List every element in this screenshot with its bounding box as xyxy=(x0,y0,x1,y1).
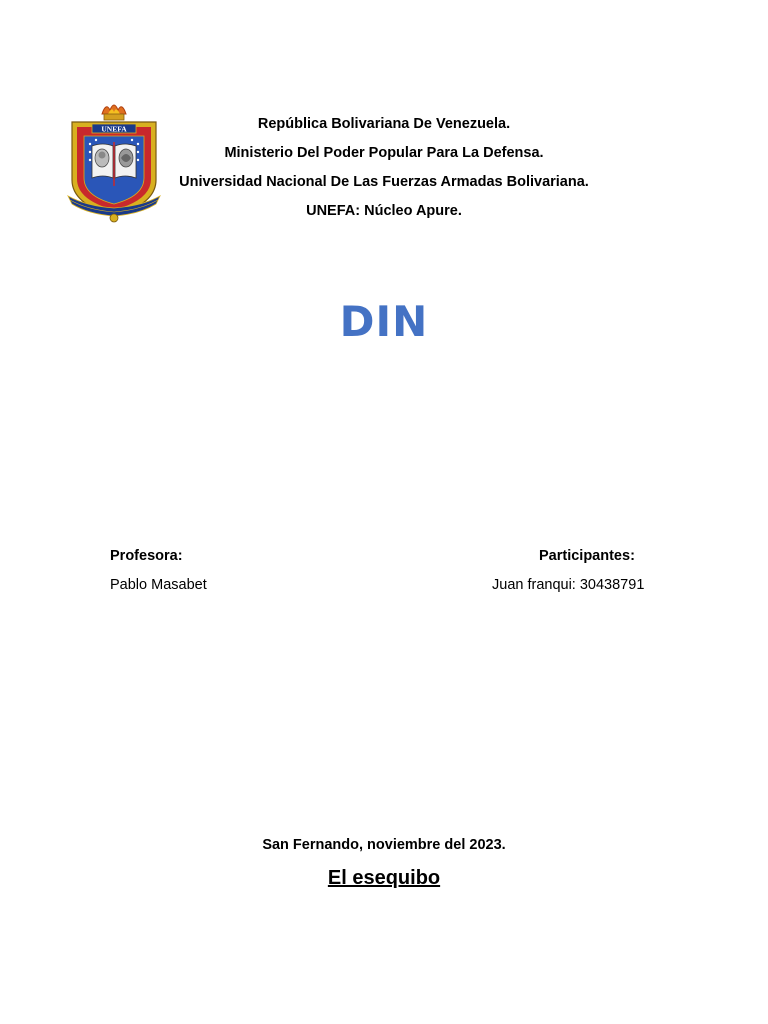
profesora-label: Profesora: xyxy=(110,548,183,564)
profesora-name: Pablo Masabet xyxy=(110,577,207,593)
place-date: San Fernando, noviembre del 2023. xyxy=(262,837,506,853)
participantes-name: Juan franqui: 30438791 xyxy=(492,577,645,593)
header-line-republic: República Bolivariana De Venezuela. xyxy=(257,116,511,132)
document-title: DIN xyxy=(339,297,429,346)
header-line-university: Universidad Nacional De Las Fuerzas Armadas Bolivariana. xyxy=(179,174,589,190)
header-line-campus: UNEFA: Núcleo Apure. xyxy=(306,203,462,219)
header-line-ministry: Ministerio Del Poder Popular Para La Defensa. xyxy=(224,145,544,161)
logo-text: UNEFA xyxy=(101,124,127,134)
participantes-label: Participantes: xyxy=(539,548,635,564)
document-subtitle: El esequibo xyxy=(327,867,441,889)
institution-header xyxy=(0,110,768,226)
